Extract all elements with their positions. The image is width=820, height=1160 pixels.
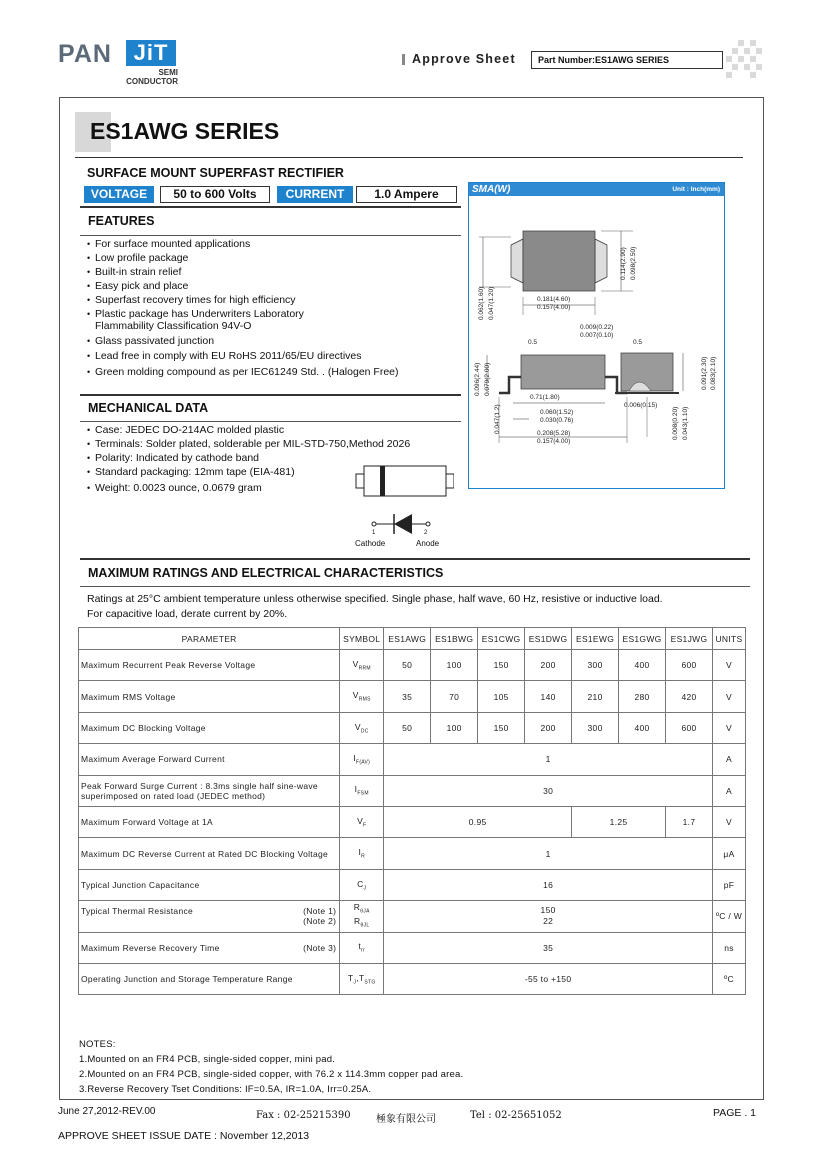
notes [79, 1037, 463, 1097]
dim-thickness-b: 0.007(0.10) [580, 332, 614, 339]
features-list [87, 237, 467, 321]
header-es1jwg: ES1JWG [666, 628, 713, 650]
header-es1bwg: ES1BWG [431, 628, 478, 650]
list-item: • Glass passivated junction [87, 334, 467, 348]
package-name: SMA(W) [472, 184, 511, 195]
header-parameter: PARAMETER [79, 628, 340, 650]
mechanical-title: MECHANICAL DATA [88, 401, 209, 415]
dim-end-lead-a: 0.008(0.20) [672, 406, 679, 440]
header-es1cwg: ES1CWG [478, 628, 525, 650]
list-item-continuation: Flammability Classification 94V-O [95, 320, 252, 332]
dim-angle-2: 0.5 [633, 339, 643, 346]
footer-issue-date: APPROVE SHEET ISSUE DATE : November 12,2013 [58, 1130, 310, 1142]
list-item: • Case: JEDEC DO-214AC molded plastic [87, 423, 467, 437]
list-item: • Superfast recovery times for high efficiency [87, 293, 467, 307]
list-item: • Plastic package has Underwriters Laboratory [87, 307, 467, 321]
dim-end-a: 0.091(2.30) [701, 356, 708, 390]
logo-pan: PAN [58, 40, 112, 68]
list-item: • Terminals: Solder plated, solderable per MIL-STD-750,Method 2026 [87, 437, 467, 451]
current-value: 1.0 Ampere [356, 186, 457, 203]
dim-angle-1: 0.5 [528, 339, 538, 346]
footer-fax: Fax : 02-25215390 [256, 1110, 351, 1121]
header-symbol: SYMBOL [340, 628, 384, 650]
table-row: Peak Forward Surge Current : 8.3ms single half sine-wave superimposed on rated load (JEDEC method) $I_{FSM}$ 30 A [79, 775, 746, 806]
dim-thickness-a: 0.009(0.22) [580, 324, 614, 331]
list-item: • For surface mounted applications [87, 237, 467, 251]
table-row: Typical Junction Capacitance $C_J$ 16 pF [79, 869, 746, 900]
note-1: 1.Mounted on an FR4 PCB, single-sided copper, mini pad. [79, 1054, 336, 1065]
page-title: ES1AWG SERIES [90, 118, 280, 144]
note-3: 3.Reverse Recovery Tset Conditions: IF=0.5A, IR=1.0A, Irr=0.25A. [79, 1084, 372, 1095]
dim-pad: 0.71(1.80) [530, 394, 560, 401]
header-es1dwg: ES1DWG [525, 628, 572, 650]
mechanical-bottom-rule [80, 421, 461, 422]
features-bottom-rule [80, 235, 461, 236]
title-divider [75, 157, 743, 158]
table-row: Maximum Average Forward Current $I_{F(AV)}$ 1 A [79, 744, 746, 775]
diode-symbol [354, 462, 454, 550]
dim-top-height-b: 0.098(2.50) [630, 246, 637, 280]
dim-lead-a: 0.062(1.60) [478, 286, 485, 320]
header-es1ewg: ES1EWG [572, 628, 619, 650]
part-number-box: Part Number:ES1AWG SERIES [531, 51, 723, 69]
package-unit: Unit : Inch(mm) [672, 186, 720, 193]
notes-title: NOTES: [79, 1039, 116, 1050]
logo-semiconductor: SEMI CONDUCTOR [126, 68, 178, 86]
product-subtitle: SURFACE MOUNT SUPERFAST RECTIFIER [87, 166, 344, 180]
ratings-title: MAXIMUM RATINGS AND ELECTRICAL CHARACTERISTICS [88, 566, 444, 580]
table-row: Maximum Recurrent Peak Reverse Voltage $V_{RRM}$ 50 100 150 200 300 400 600 V [79, 650, 746, 681]
dim-length-b: 0.157(4.00) [537, 304, 571, 311]
header-es1gwg: ES1GWG [619, 628, 666, 650]
dim-length-a: 0.181(4.60) [537, 296, 571, 303]
list-item: • Weight: 0.0023 ounce, 0.0679 gram [87, 481, 467, 495]
table-row: Maximum DC Reverse Current at Rated DC Blocking Voltage $I_R$ 1 μA [79, 838, 746, 869]
dim-side-height-a: 0.096(2.44) [474, 362, 481, 396]
current-label: CURRENT [277, 186, 353, 203]
voltage-label: VOLTAGE [84, 186, 154, 203]
dim-end-b: 0.083(2.10) [710, 356, 717, 390]
dim-top-height-a: 0.114(2.90) [620, 247, 627, 280]
list-item: • Built-in strain relief [87, 265, 467, 279]
footer-date: June 27,2012-REV.00 [58, 1106, 156, 1117]
table-row: Operating Junction and Storage Temperature Range $T_J,T_{STG}$ -55 to +150 ºC [79, 963, 746, 994]
table-row: Maximum Reverse Recovery Time (Note 3) $t_{rr}$ 35 ns [79, 932, 746, 963]
dim-total-a: 0.208(5.28) [537, 430, 571, 437]
table-row: Maximum RMS Voltage $V_{RMS}$ 35 70 105 140 210 280 420 V [79, 681, 746, 712]
table-row: Typical Thermal Resistance (Note 1) (Note 2) $R_{\theta JA}$ $R_{\theta JL}$ 150 22 ºC / W [79, 901, 746, 932]
voltage-value: 50 to 600 Volts [160, 186, 270, 203]
ratings-note: Ratings at 25°C ambient temperature unless otherwise specified. Single phase, half wave, 60 Hz, resistive or inductive load. For capacitive load, derate current by 20%. [87, 593, 663, 620]
dim-gap: 0.006(0.15) [624, 402, 658, 409]
list-item: • Low profile package [87, 251, 467, 265]
anode-label: Anode [416, 539, 440, 548]
panjit-logo [58, 40, 188, 86]
logo-jit: JiT [126, 40, 176, 66]
ratings-top-rule [80, 558, 750, 560]
list-item: • Polarity: Indicated by cathode band [87, 451, 467, 465]
footer-page: PAGE . 1 [713, 1107, 756, 1119]
dim-total-b: 0.157(4.00) [537, 438, 571, 445]
header-units: UNITS [712, 628, 745, 650]
footer-tel: Tel : 02-25651052 [470, 1110, 562, 1121]
mechanical-top-rule [80, 394, 461, 396]
ratings-bottom-rule [80, 586, 750, 587]
footer-company: 極象有限公司 [376, 1114, 436, 1125]
dim-foot-b: 0.030(0.76) [540, 417, 574, 424]
list-item: • Standard packaging: 12mm tape (EIA-481) [87, 465, 467, 479]
table-row: Maximum Forward Voltage at 1A $V_F$ 0.95 1.25 1.7 V [79, 806, 746, 837]
dim-foot-a: 0.060(1.52) [540, 409, 574, 416]
list-item: • Lead free in comply with EU RoHS 2011/65/EU directives [87, 349, 467, 363]
features-title: FEATURES [88, 214, 155, 228]
pin-2-label: 2 [424, 530, 428, 536]
features-top-rule [80, 206, 461, 208]
approve-marker [402, 54, 405, 65]
dim-end-lead-b: 0.043(1.10) [682, 406, 689, 440]
dim-side-height-b: 0.079(2.00) [484, 362, 491, 396]
approve-sheet-title: Approve Sheet [412, 52, 516, 66]
note-2: 2.Mounted on an FR4 PCB, single-sided copper, with 76.2 x 114.3mm copper pad area. [79, 1069, 464, 1080]
table-row: Maximum DC Blocking Voltage $V_{DC}$ 50 100 150 200 300 400 600 V [79, 712, 746, 743]
list-item: • Green molding compound as per IEC61249 Std. . (Halogen Free) [87, 365, 467, 379]
ratings-table [78, 627, 746, 995]
pin-1-label: 1 [372, 530, 376, 536]
features-list-2 [87, 334, 467, 379]
package-outline [469, 197, 724, 487]
table-header-row [79, 628, 746, 650]
header-es1awg: ES1AWG [384, 628, 431, 650]
corner-pattern-icon [724, 40, 764, 80]
cathode-label: Cathode [355, 539, 386, 548]
dim-lead-b: 0.047(1.20) [488, 286, 495, 320]
list-item: • Easy pick and place [87, 279, 467, 293]
dim-standoff: 0.047(1.2) [494, 404, 501, 434]
